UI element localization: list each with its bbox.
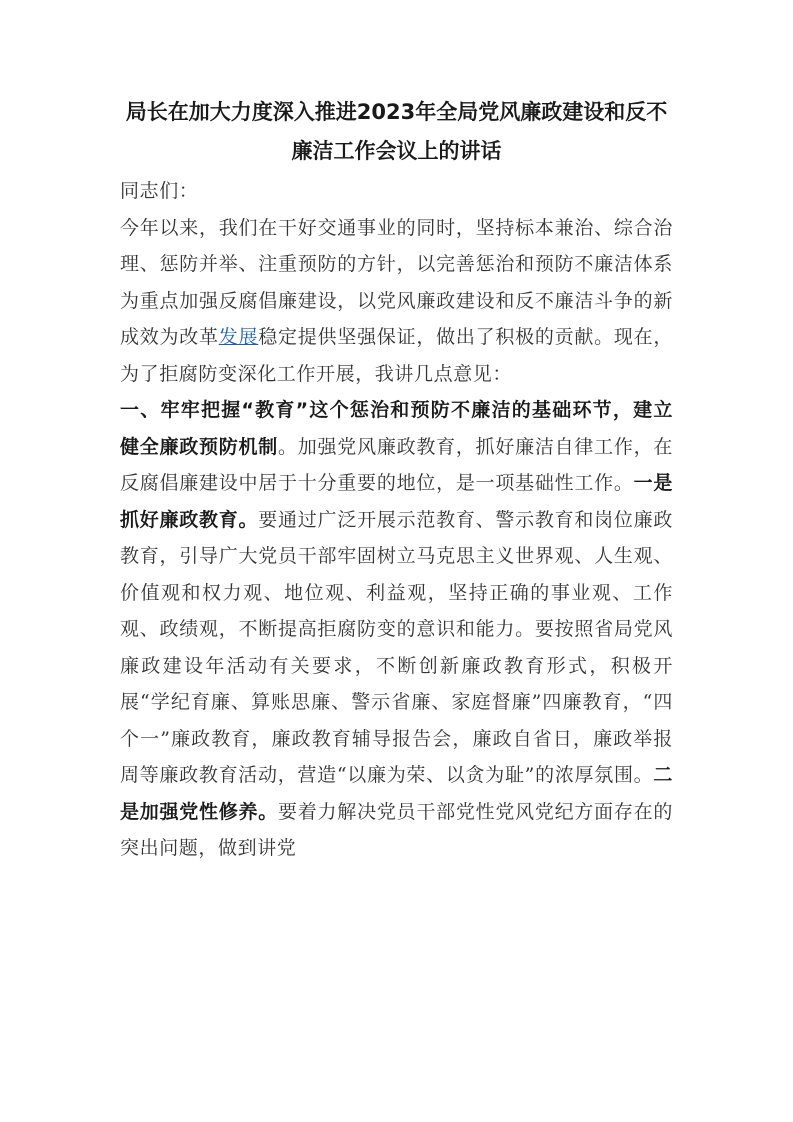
- intro-paragraph: [120, 210, 673, 393]
- document-title: 局长在加大力度深入推进2023年全局党风廉政建设和反不廉洁工作会议上的讲话: [125, 100, 668, 163]
- point-2-heading: 二是加强党性修养。: [120, 764, 673, 823]
- point-1-heading: 一是抓好廉政教育。: [120, 472, 673, 531]
- section-1-text-3: 要着力解决党员干部党性党风党纪方面存在的突出问题，做到讲党: [120, 800, 673, 859]
- intro-text-after-link: 稳定提供坚强保证，做出了积极的贡献。现在，为了拒腐防变深化工作开展，我讲几点意见：: [120, 326, 673, 385]
- intro-text-before-link: 今年以来，我们在干好交通事业的同时，坚持标本兼治、综合治理、惩防并举、注重预防的方针，以完善惩治和预防不廉洁体系为重点加强反腐倡廉建设，以党风廉政建设和反不廉洁斗争的新成效为改革: [120, 216, 673, 348]
- document-page: [120, 93, 673, 867]
- section-1-heading: 一、牢牢把握“教育”这个惩治和预防不廉洁的基础环节，建立健全廉政预防机制: [120, 399, 673, 458]
- section-1-text-2: 要通过广泛开展示范教育、警示教育和岗位廉政教育，引导广大党员干部牢固树立马克思主义世界观、人生观、价值观和权力观、地位观、利益观，坚持正确的事业观、工作观、政绩观，不断提高拒腐防变的意识和能力。要按照省局党风廉政建设年活动有关要求，不断创新廉政教育形式，积极开展“学纪育廉、算账思廉、警示省廉、家庭督廉”四廉教育，“四个一”廉政教育，廉政教育辅导报告会，廉政自省日，廉政举报周等廉政教育活动，营造“以廉为荣、以贪为耻”的浓厚氛围。: [120, 508, 673, 786]
- section-1-paragraph: [120, 392, 673, 867]
- salutation: 同志们：: [120, 180, 199, 202]
- section-1-text-1: 。加强党风廉政教育，抓好廉洁自律工作，在反腐倡廉建设中居于十分重要的地位，是一项基础性工作。: [120, 435, 673, 494]
- development-link[interactable]: 发展: [218, 326, 259, 348]
